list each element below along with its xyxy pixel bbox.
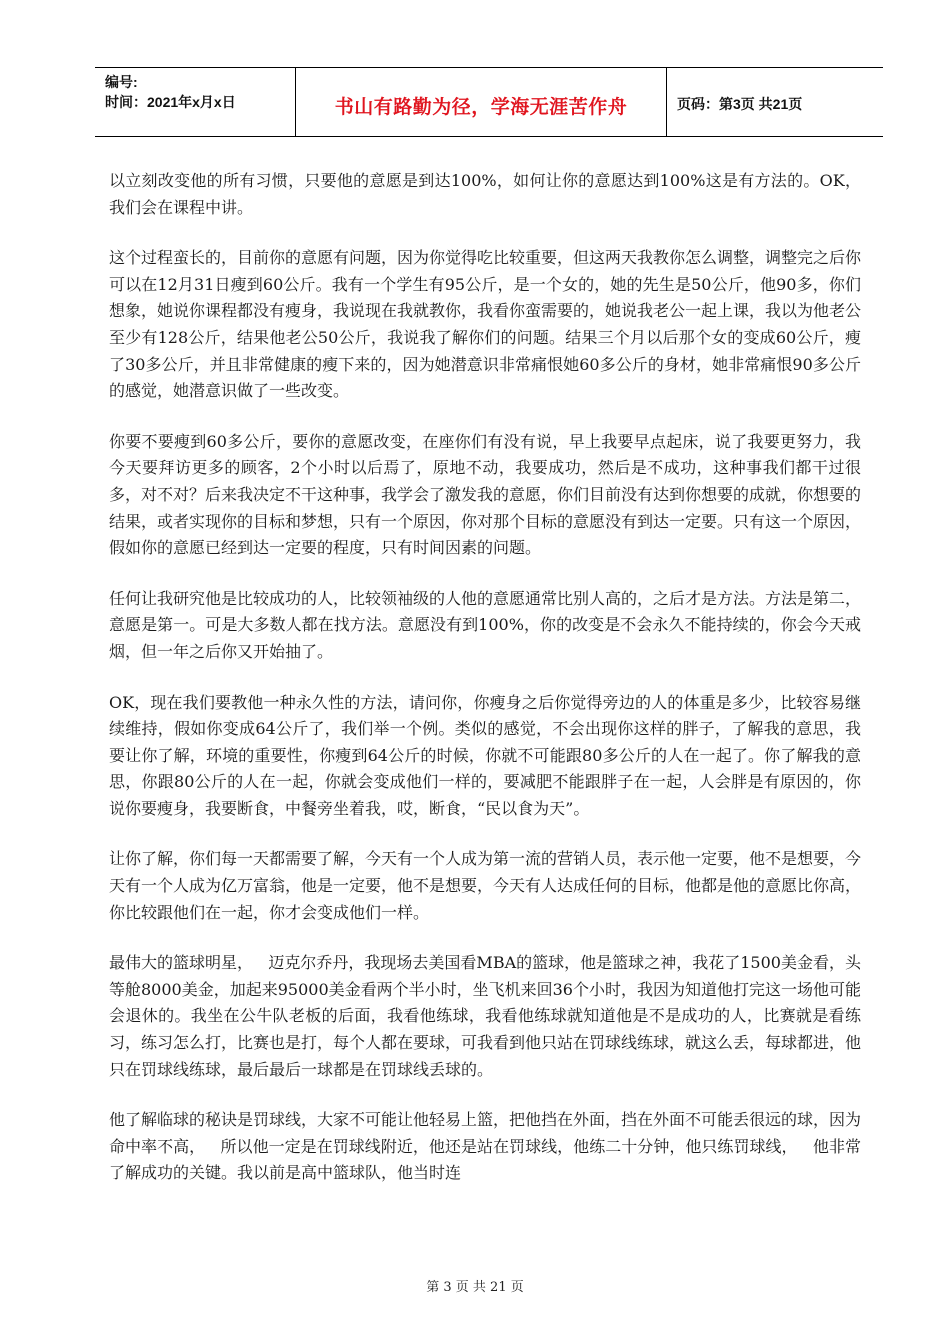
document-time-label: 时间：2021年x月x日 [105,94,236,110]
header-meta-cell [95,68,296,136]
paragraph: 让你了解，你们每一天都需要了解，今天有一个人成为第一流的营销人员，表示他一定要，他不是想要，今天有一个人成为亿万富翁，他是一定要，他不是想要，今天有人达成任何的目标，他都是他的意愿比你高，你比较跟他们在一起，你才会变成他们一样。 [109,849,862,922]
header-motto: 书山有路勤为径，学海无涯苦作舟 [334,96,628,118]
page-footer [0,1276,950,1295]
document-number-label: 编号: [105,74,138,90]
document-header [95,67,883,137]
paragraph: 他了解临球的秘诀是罚球线，大家不可能让他轻易上篮，把他挡在外面，挡在外面不可能丢很远的球，因为命中率不高， 所以他一定是在罚球线附近，他还是站在罚球线，他练二十分钟，他只练罚球线， 他非常了解成功的关键。我以前是高中篮球队，他当时连 [109,1110,862,1183]
paragraph: 任何让我研究他是比较成功的人，比较领袖级的人他的意愿通常比别人高的，之后才是方法。方法是第二，意愿是第一。可是大多数人都在找方法。意愿没有到100%，你的改变是不会永久不能持续的，你会今天戒烟，但一年之后你又开始抽了。 [109,588,862,661]
paragraph: 这个过程蛮长的，目前你的意愿有问题，因为你觉得吃比较重要，但这两天我教你怎么调整，调整完之后你可以在12月31日瘦到60公斤。我有一个学生有95公斤，是一个女的，她的先生是50公斤，他90多，你们想象，她说你课程都没有瘦身，我说现在我就教你，我看你蛮需要的，她说我老公一起上课，我以为他老公至少有128公斤，结果他老公50公斤，我说我了解你们的问题。结果三个月以后那个女的变成60公斤，瘦了30多公斤，并且非常健康的瘦下来的，因为她潜意识非常痛恨她60多公斤的身材，她非常痛恨90多公斤的感觉，她潜意识做了一些改变。 [109,248,862,401]
header-page-number: 页码：第3页 共21页 [677,96,803,112]
document-body [109,168,861,1211]
paragraph: 最伟大的篮球明星， 迈克尔乔丹，我现场去美国看MBA的篮球，他是篮球之神，我花了1500美金看，头等舱8000美金，加起来95000美金看两个半小时，坐飞机来回36个小时，我因为知道他打完这一场他可能会退休的。我坐在公牛队老板的后面，我看他练球，我看他练球就知道他是不是成功的人，比赛就是看练习，练习怎么打，比赛也是打，每个人都在要球，可我看到他只站在罚球线练球，就这么丢，每球都进，他只在罚球线练球，最后最后一球都是在罚球线丢球的。 [109,953,862,1079]
paragraph: 以立刻改变他的所有习惯，只要他的意愿是到达100%，如何让你的意愿达到100%这是有方法的。OK，我们会在课程中讲。 [109,171,861,217]
paragraph: OK，现在我们要教他一种永久性的方法，请问你，你瘦身之后你觉得旁边的人的体重是多少，比较容易继续维持，假如你变成64公斤了，我们举一个例。类似的感觉，不会出现你这样的胖子，了解我的意思，我要让你了解，环境的重要性，你瘦到64公斤的时候，你就不可能跟80多公斤的人在一起了。你了解我的意思，你跟80公斤的人在一起，你就会变成他们一样的，要减肥不能跟胖子在一起，人会胖是有原因的，你说你要瘦身，我要断食，中餐旁坐着我，哎，断食，“民以食为天”。 [109,692,861,818]
footer-page-number: 第 3 页 共 21 页 [426,1280,524,1295]
paragraph: 你要不要瘦到60多公斤，要你的意愿改变，在座你们有没有说，早上我要早点起床，说了我要更努力，我今天要拜访更多的顾客，2个小时以后焉了，原地不动，我要成功，然后是不成功，这种事我们都干过很多，对不对？后来我决定不干这种事，我学会了激发我的意愿，你们目前没有达到你想要的成就，你想要的结果，或者实现你的目标和梦想，只有一个原因，你对那个目标的意愿没有到达一定要。只有这一个原因，假如你的意愿已经到达一定要的程度，只有时间因素的问题。 [109,431,862,558]
header-page-cell [667,68,883,136]
header-motto-cell [296,68,667,136]
